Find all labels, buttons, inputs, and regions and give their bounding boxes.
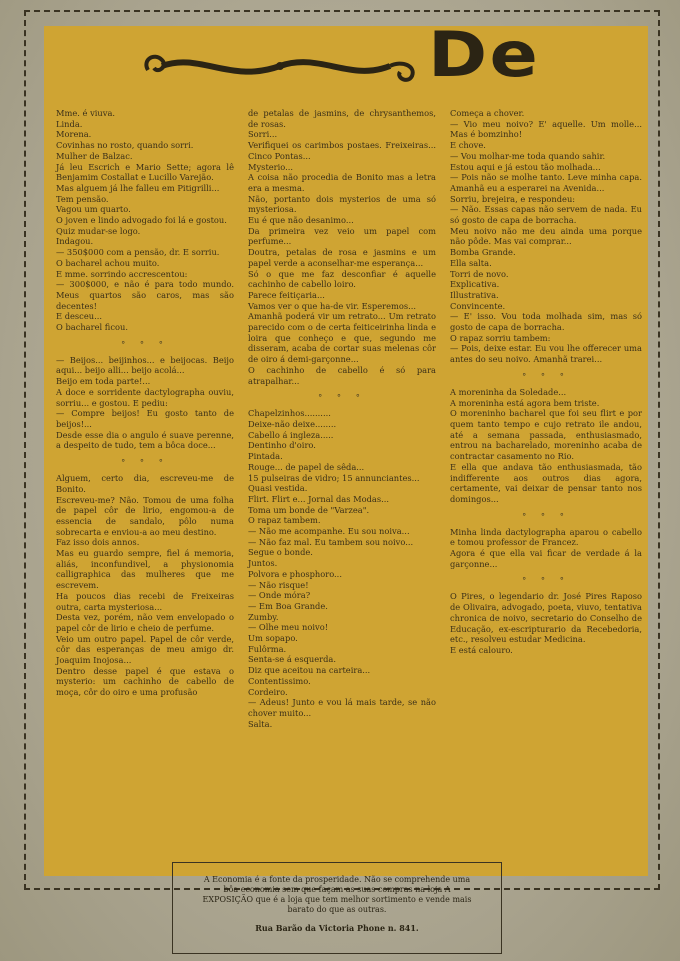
- paragraph: Só o que me faz desconfiar é aquelle cachinho de cabello loiro.: [248, 268, 436, 290]
- paragraph: E desceu...: [56, 311, 102, 322]
- paragraph: Torri de novo.: [450, 268, 509, 279]
- paragraph: Começa a chover.: [450, 108, 525, 118]
- paragraph: — Pois, deixe estar. Eu vou lhe offerecer uma antes do seu noivo. Amanhã trarei...: [450, 343, 642, 365]
- paragraph: Mysterio...: [248, 161, 294, 172]
- paragraph: Chapelzinhos..........: [248, 408, 331, 419]
- paragraph: E ella que andava tão enthusiasmada, tão indifferente aos outros dias agora, certamente, vai deixar de pensar tanto nos domingos...: [450, 461, 642, 504]
- section-divider-icon: ° ° °: [522, 370, 570, 381]
- paragraph: — 300$000, e não é para todo mundo. Meus quartos são caros, mas são decentes!: [56, 279, 234, 311]
- text-column-1: [56, 108, 234, 698]
- paragraph: Não, portanto dois mysterios de uma só mysteriosa.: [248, 193, 436, 215]
- paragraph: Contentissimo.: [248, 675, 311, 686]
- paragraph: — Onde móra?: [248, 590, 311, 601]
- paragraph: Mas alguem já lhe falleu em Pitigrilli...: [56, 182, 220, 193]
- paragraph: Beijo em toda parte!...: [56, 376, 151, 387]
- advertisement-box: [172, 862, 502, 954]
- text-column-2: [248, 108, 436, 729]
- paragraph: Dentinho d'oiro.: [248, 440, 316, 451]
- paragraph: Sorriu, brejeira, e respondeu:: [450, 193, 576, 204]
- paragraph: Quasi vestida.: [248, 483, 308, 494]
- paragraph: Juntos.: [248, 558, 278, 569]
- paragraph: — Não. Essas capas não servem de nada. Eu só gosto de capa de borracha.: [450, 204, 642, 226]
- paragraph: Pintada.: [248, 451, 283, 462]
- paragraph: Fulôrma.: [248, 643, 287, 654]
- paragraph: O rapaz sorriu tambem:: [450, 332, 551, 343]
- paragraph: Um sopapo.: [248, 633, 298, 644]
- paragraph: Segue o bonde.: [248, 547, 313, 558]
- paragraph: — Não faz mal. Eu tambem sou noivo...: [248, 536, 414, 547]
- paragraph: Deixe-não deixe........: [248, 418, 337, 429]
- paragraph: Faz isso dois annos.: [56, 537, 140, 548]
- paragraph: Toma um bonde de "Varzea".: [248, 504, 370, 515]
- paragraph: Tem pensão.: [56, 193, 109, 204]
- paragraph: Explicativa.: [450, 279, 500, 290]
- paragraph: Polvora e phosphoro...: [248, 568, 342, 579]
- paragraph: Já leu Escrich e Mario Sette; agora lê Benjamim Costallat e Lucillo Varejão.: [56, 161, 234, 183]
- section-divider-icon: ° ° °: [318, 392, 366, 403]
- section-divider-icon: ° ° °: [522, 575, 570, 586]
- paragraph: Quiz mudar-se logo.: [56, 225, 141, 236]
- paragraph: O moreninho bacharel que foi seu flirt e por quem tanto tempo e cujo retrato ile andou, até a semana passada, enthusiasmado, entrou na bacharelado, moreninho acaba de contractar casamento no Rio.: [450, 408, 642, 462]
- paragraph: de petalas de jasmins, de chrysanthemos, de rosas.: [248, 108, 436, 129]
- paragraph: Rouge... de papel de sêda...: [248, 461, 365, 472]
- paragraph: — Vou molhar-me toda quando sahir.: [450, 150, 606, 161]
- paragraph: Illustrativa.: [450, 289, 499, 300]
- advertisement-text: A Economia é a fonte da prosperidade. Não se comprehende uma bôa economia sem que façam as suas compras na loja A EXPOSIÇÃO que é a loja que tem melhor sortimento e vende mais barato do que as outras.: [202, 875, 472, 914]
- advertisement-address: Rua Barão da Victoria Phone n. 841.: [255, 923, 419, 933]
- paragraph: Parece feitiçaria...: [248, 289, 325, 300]
- paragraph: Da primeira vez veio um papel com perfume...: [248, 225, 436, 247]
- paragraph: Doutra, petalas de rosa e jasmins e um papel verde a aconselhar-me esperança...: [248, 247, 436, 268]
- paragraph: — Compre beijos! Eu gosto tanto de beijos!...: [56, 408, 234, 429]
- paragraph: — Em Boa Grande.: [248, 600, 328, 611]
- section-divider-icon: ° ° °: [121, 457, 169, 468]
- paragraph: Mme. é viuva.: [56, 108, 116, 118]
- paragraph: E está calouro.: [450, 644, 513, 655]
- paragraph: Escreveu-me? Não. Tomou de uma folha de papel côr de lirio, engomou-a de essencia de sandalo, pôlo numa sobrecarta e enviou-a ao meu destino.: [56, 494, 234, 537]
- paragraph: — Beijos... beijinhos... e beijocas. Beijo aqui... beijo alli... beijo acolá...: [56, 354, 234, 376]
- paragraph: Dentro desse papel é que estava o mysterio: um cachinho de cabello de moça, côr do oiro e uma profusão: [56, 665, 234, 698]
- paragraph: Minha linda dactylographa aparou o cabello e tomou professor de Francez.: [450, 526, 642, 548]
- section-divider-icon: ° ° °: [522, 510, 570, 521]
- paragraph: Morena.: [56, 129, 92, 140]
- paragraph: Cordeiro.: [248, 686, 288, 697]
- paragraph: Amanhã poderá vir um retrato... Um retrato parecido com o de certa feiticeirinha linda e loira que conheço e que, segundo me disseram, acaba de cortar suas melenas côr de oiro á demi-garçonne...: [248, 311, 436, 365]
- paragraph: Zumby.: [248, 611, 279, 622]
- paragraph: Ha poucos dias recebi de Freixeiras outra, carta mysteriosa...: [56, 590, 234, 612]
- paragraph: — Vio meu noivo? E' aquelle. Um molle... Mas é bomzinho!: [450, 118, 642, 140]
- paragraph: — Não me acompanhe. Eu sou noiva...: [248, 526, 410, 537]
- paragraph: Ella salta.: [450, 257, 492, 268]
- paragraph: — Pois não se molhe tanto. Leve minha capa. Amanhã eu a esperarei na Avenida...: [450, 172, 642, 193]
- paragraph: Estou aqui e já estou tão molhada...: [450, 161, 601, 172]
- paragraph: — Olhe meu noivo!: [248, 622, 329, 633]
- paragraph: Cabello á ingleza.....: [248, 429, 334, 440]
- paragraph: O bacharel achou muito.: [56, 257, 160, 268]
- paragraph: Indagou.: [56, 236, 94, 247]
- paragraph: Salta.: [248, 718, 273, 729]
- paragraph: 15 pulseiras de vidro; 15 annunciantes...: [248, 472, 420, 483]
- paragraph: Vagou um quarto.: [56, 204, 131, 215]
- paragraph: Flirt. Flirt e... Jornal das Modas...: [248, 493, 390, 504]
- paragraph: O bacharel ficou.: [56, 322, 128, 333]
- paragraph: Diz que aceitou na carteira...: [248, 665, 371, 676]
- paragraph: O joven e lindo advogado foi lá e gostou.: [56, 215, 227, 226]
- paragraph: A moreninha da Soledade...: [450, 386, 567, 397]
- paragraph: Mas eu guardo sempre, fiel á memoria, aliás, inconfundivel, a physionomia calligraphica das mulheres que me escrevem.: [56, 548, 234, 591]
- paragraph: O Pires, o legendario dr. José Pires Raposo de Olivaira, advogado, poeta, viuvo, tentativa chronica de noivo, secretario do Conselho de Educação, ex-escripturario da Recebedoria, etc., resolveu estudar Medicina.: [450, 591, 642, 645]
- paragraph: A moreninha está agora bem triste.: [450, 397, 600, 408]
- paragraph: Eu é que não desanimo...: [248, 215, 354, 226]
- paragraph: — E' isso. Vou toda molhada sim, mas só gosto de capa de borracha.: [450, 311, 642, 333]
- paragraph: A doce e sorridente dactylographa ouviu, sorriu... e gostou. E pediu:: [56, 386, 234, 408]
- paragraph: A coisa não procedia de Bonito mas a letra era a mesma.: [248, 172, 436, 193]
- paragraph: Linda.: [56, 118, 83, 129]
- paragraph: Veio um outro papel. Papel de côr verde, côr das esperanças de meu amigo dr. Joaquim Inojosa...: [56, 633, 234, 666]
- paragraph: Vamos ver o que ha-de vir. Esperemos...: [248, 300, 417, 311]
- paragraph: Covinhas no rosto, quando sorri.: [56, 140, 194, 151]
- paragraph: — 350$000 com a pensão, dr. E sorriu.: [56, 247, 220, 258]
- paragraph: O cachinho de cabello é só para atrapalhar...: [248, 364, 436, 386]
- paragraph: Desta vez, porém, não vem envelopado o papel côr de lirio e cheio de perfume.: [56, 612, 234, 633]
- paragraph: Verifiquei os carimbos postaes. Freixeiras... Cinco Pontas...: [248, 140, 436, 161]
- paragraph: Convincente.: [450, 300, 506, 311]
- paragraph: Bomba Grande.: [450, 247, 516, 258]
- paragraph: Mulher de Balzac.: [56, 150, 133, 161]
- paragraph: Desde esse dia o angulo é suave perenne, a despeito de tudo, tem a bôca doce...: [56, 429, 234, 451]
- paragraph: Meu noivo não me deu ainda uma porque não pôde. Mas vai comprar...: [450, 225, 642, 247]
- paragraph: E mme. sorrindo accrescentou:: [56, 268, 188, 279]
- paragraph: E chove.: [450, 140, 486, 151]
- page-title: De: [428, 18, 541, 91]
- flourish-ornament-icon: [140, 44, 422, 88]
- paragraph: — Não risque!: [248, 579, 309, 590]
- text-column-3: [450, 108, 642, 656]
- paragraph: Sorri...: [248, 129, 278, 140]
- section-divider-icon: ° ° °: [121, 338, 169, 349]
- paragraph: Agora é que ella vai ficar de verdade á la garçonne...: [450, 548, 642, 569]
- paragraph: — Adeus! Junto e vou lá mais tarde, se não chover muito...: [248, 697, 436, 718]
- paragraph: Alguem, certo dia, escreveu-me de Bonito.: [56, 473, 234, 494]
- paragraph: O rapaz tambem.: [248, 515, 321, 526]
- paragraph: Senta-se á esquerda.: [248, 654, 337, 665]
